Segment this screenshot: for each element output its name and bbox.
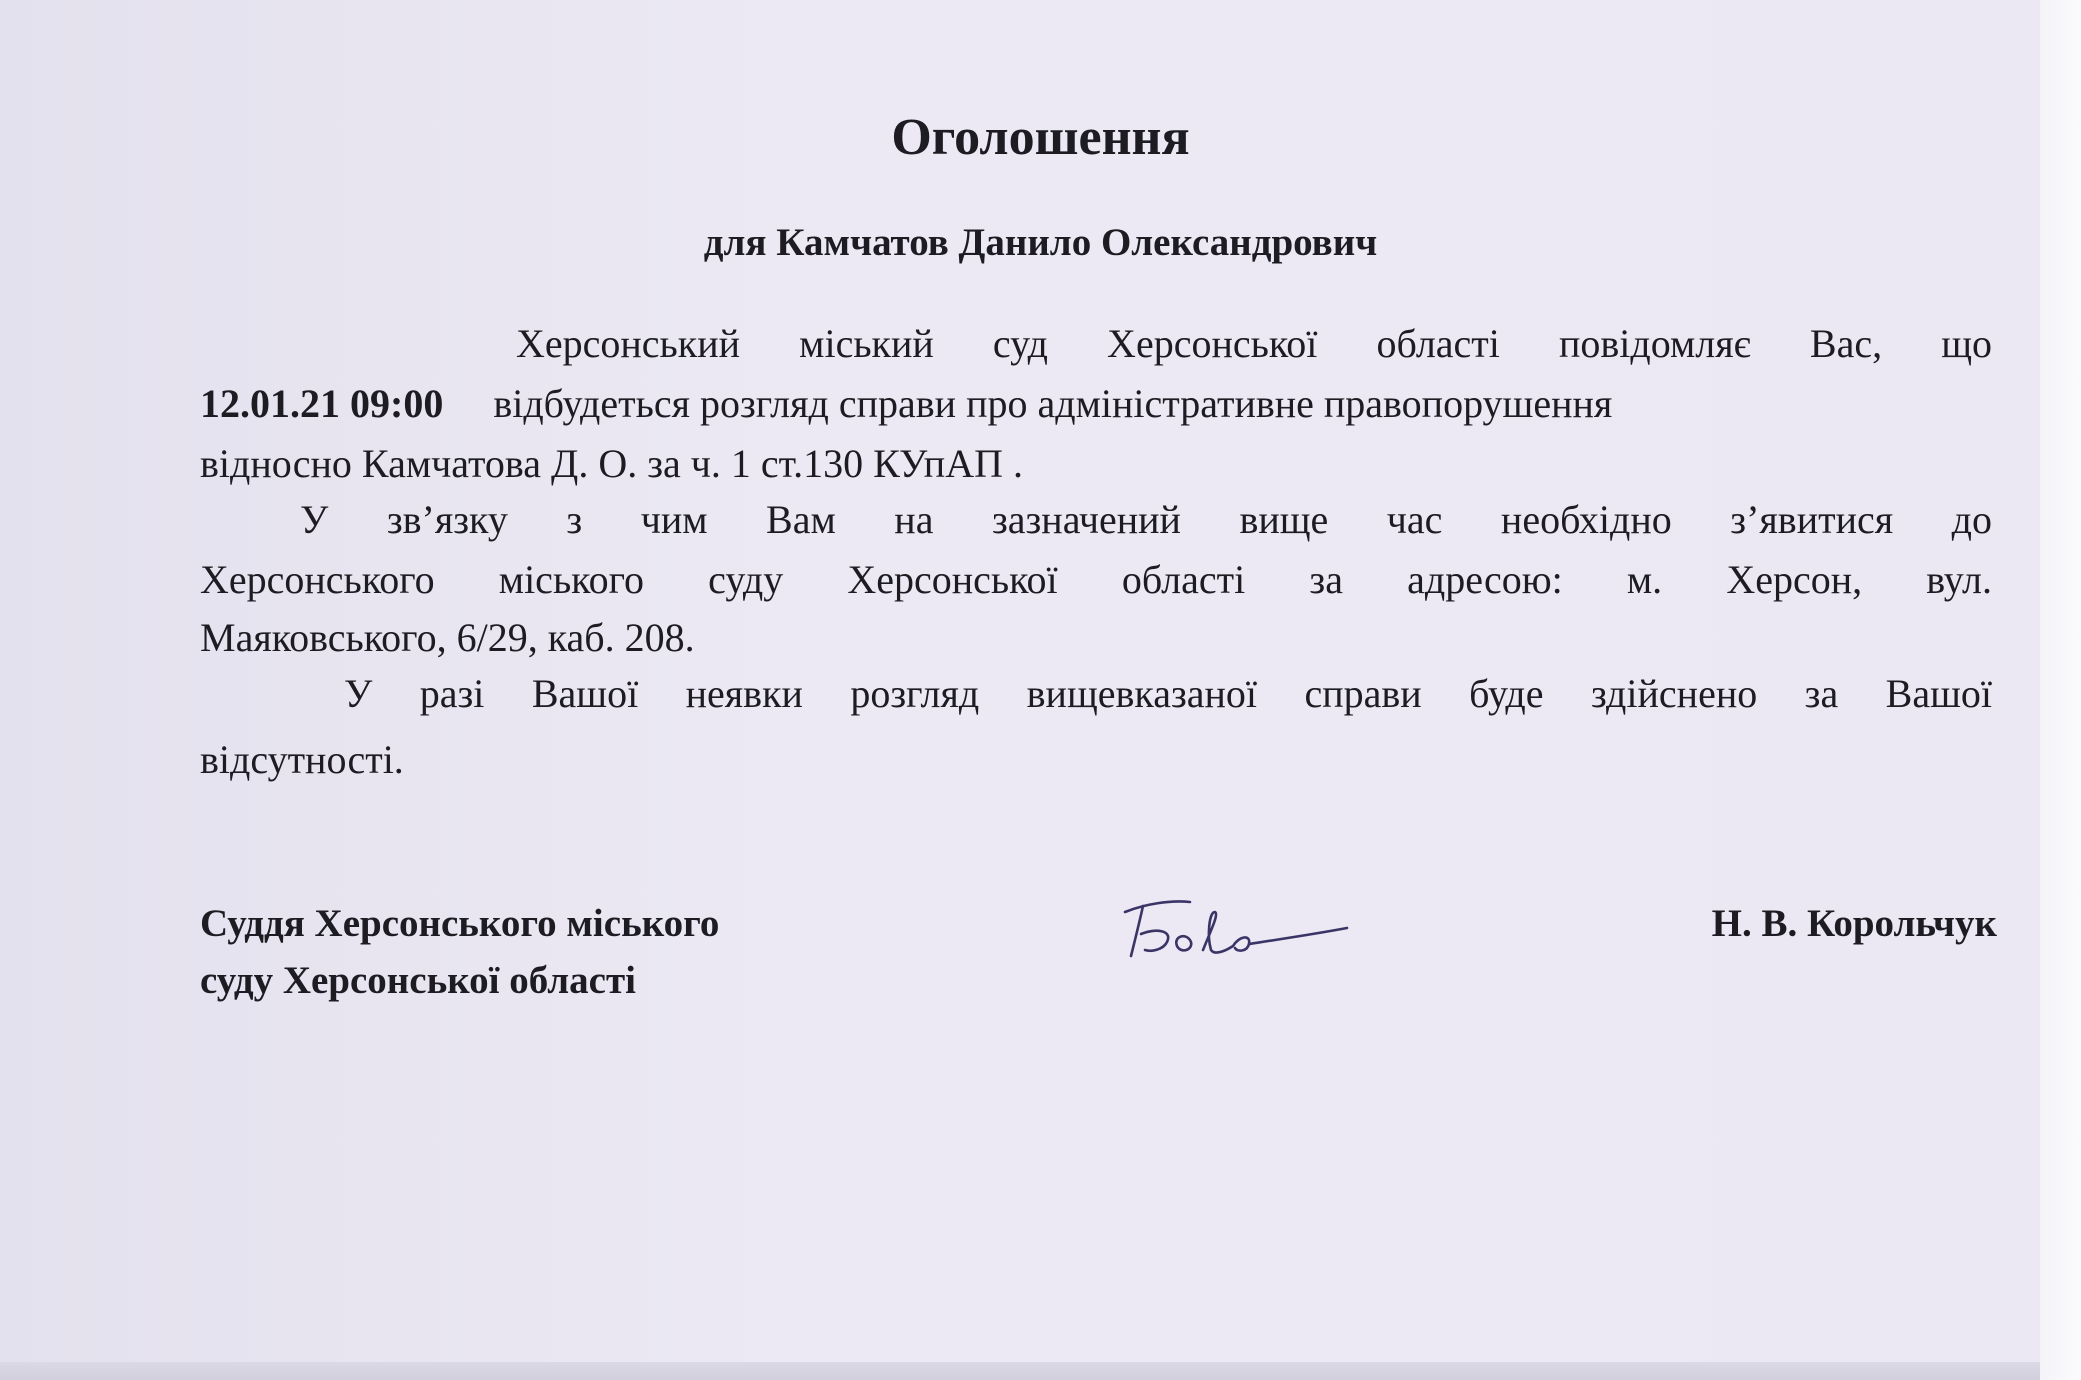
handwritten-signature bbox=[1115, 890, 1355, 970]
para2-line2: Херсонського міського суду Херсонської області за адресою: м. Херсон, вул. bbox=[200, 557, 1992, 602]
notice-title: Оголошення bbox=[891, 109, 1190, 166]
para1-line2-text: відбудеться розгляд справи про адміністративне правопорушення bbox=[493, 381, 1613, 426]
paper-bottom-edge bbox=[0, 1362, 2040, 1380]
para1-line1: Херсонський міський суд Херсонської області повідомляє Вас, що bbox=[516, 321, 1992, 366]
judge-position-line2: суду Херсонської області bbox=[200, 959, 636, 1002]
sheet-edge bbox=[2040, 0, 2081, 1380]
para1-line3: відносно Камчатова Д. О. за ч. 1 ст.130 КУпАП . bbox=[200, 441, 1023, 486]
para1-line2 bbox=[200, 380, 1992, 428]
hearing-datetime: 12.01.21 09:00 bbox=[200, 381, 444, 426]
para3-line1: У разі Вашої неявки розгляд вищевказаної справи буде здійснено за Вашої bbox=[344, 671, 1992, 716]
recipient-line: для Камчатов Данило Олександрович bbox=[703, 221, 1378, 264]
judge-position-line1: Суддя Херсонського міського bbox=[200, 902, 720, 945]
judge-position bbox=[200, 895, 719, 1009]
judge-name: Н. В. Корольчук bbox=[1711, 902, 1997, 945]
para3-line2: відсутності. bbox=[200, 737, 404, 782]
para2-line3: Маяковського, 6/29, каб. 208. bbox=[200, 615, 695, 660]
para2-line1: У зв’язку з чим Вам на зазначений вище час необхідно з’явитися до bbox=[300, 497, 1992, 542]
